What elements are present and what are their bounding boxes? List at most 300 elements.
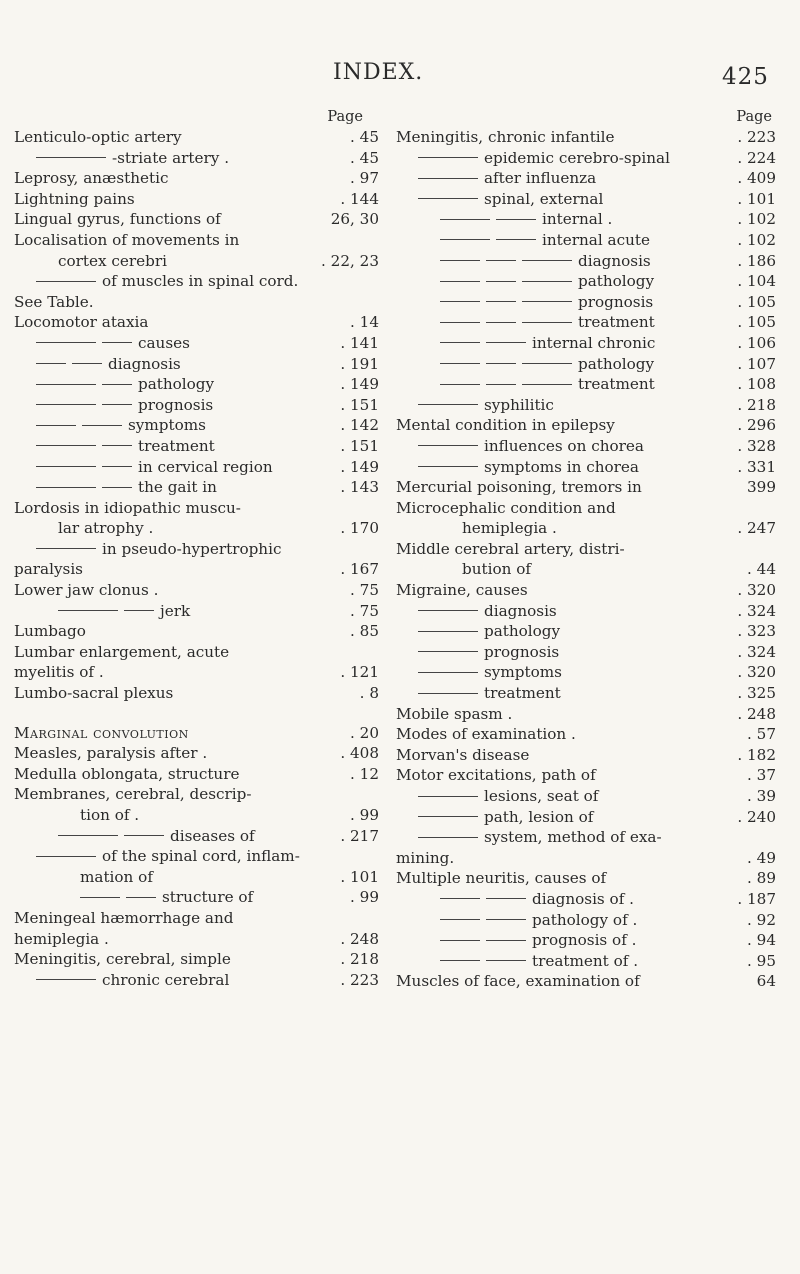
index-entry-term: symptoms	[128, 416, 206, 435]
index-entry	[396, 168, 776, 189]
page-title: INDEX.	[333, 60, 424, 85]
index-entry-term: Marginal convolution	[14, 723, 189, 742]
index-entry	[396, 518, 776, 539]
index-entry-page: . 149	[340, 457, 379, 476]
index-entry-page: . 223	[340, 970, 379, 989]
index-entry-page: . 99	[350, 888, 379, 907]
index-entry-page: . 85	[350, 622, 379, 641]
index-entry	[14, 498, 379, 519]
index-entry-term: Microcephalic condition and	[396, 498, 616, 517]
ditto-dash	[522, 384, 572, 385]
ditto-dash	[522, 260, 572, 261]
index-entry-page: . 325	[737, 684, 776, 703]
index-entry-term: system, method of exa-	[484, 828, 662, 847]
ditto-dash	[124, 835, 164, 836]
index-entry	[396, 477, 776, 498]
index-entry	[396, 971, 776, 992]
index-entry-page: . 108	[737, 375, 776, 394]
index-entry-term: Meningitis, chronic infantile	[396, 128, 615, 146]
index-entry	[396, 930, 776, 951]
index-entry	[14, 704, 379, 723]
index-entry-page: . 324	[737, 601, 776, 620]
index-entry	[396, 415, 776, 436]
index-entry	[396, 230, 776, 251]
index-entry-page: . 12	[350, 764, 379, 783]
index-entry-term: treatment	[484, 684, 561, 703]
index-entry-term: symptoms in chorea	[484, 457, 639, 476]
index-entry-page: . 14	[350, 313, 379, 332]
index-entry	[396, 889, 776, 910]
index-entry-page: . 320	[737, 663, 776, 682]
index-entry-term: in pseudo-hypertrophic	[102, 539, 282, 558]
index-entry	[396, 189, 776, 210]
index-entry-page: . 104	[737, 272, 776, 291]
index-entry-term: diagnosis	[484, 601, 557, 620]
ditto-dash	[36, 404, 96, 405]
ditto-dash	[440, 960, 480, 961]
index-entry-page: . 247	[737, 519, 776, 538]
index-entry	[396, 827, 776, 848]
index-entry-page: . 8	[359, 684, 379, 703]
index-entry	[14, 929, 379, 950]
index-entry-term: diseases of	[170, 826, 255, 845]
index-entry	[14, 230, 379, 251]
index-entry-page: . 95	[747, 951, 776, 970]
index-entry-page: . 409	[737, 169, 776, 188]
index-entry	[14, 642, 379, 663]
index-entry	[14, 395, 379, 416]
index-entry-page: . 105	[737, 292, 776, 311]
ditto-dash	[440, 301, 480, 302]
ditto-dash	[418, 651, 478, 652]
index-entry-term: Lumbar enlargement, acute	[14, 642, 230, 661]
index-entry-page: . 99	[350, 806, 379, 824]
index-entry-term: mining.	[396, 848, 455, 867]
index-entry	[14, 457, 379, 478]
ditto-dash	[418, 445, 478, 446]
index-entry	[396, 765, 776, 786]
index-entry-page: . 97	[350, 169, 379, 188]
index-entry-page: . 141	[340, 333, 379, 352]
index-entry-term: pathology	[578, 354, 655, 373]
index-entry	[14, 312, 379, 333]
index-entry	[14, 354, 379, 375]
ditto-dash	[486, 322, 516, 323]
index-entry-page: . 102	[737, 210, 776, 229]
ditto-dash	[102, 466, 132, 467]
index-entry-term: symptoms	[484, 663, 562, 682]
index-entry	[396, 580, 776, 601]
ditto-dash	[36, 363, 66, 364]
ditto-dash	[486, 363, 516, 364]
ditto-dash	[102, 384, 132, 385]
index-entry-page: . 240	[737, 807, 776, 826]
index-entry	[14, 784, 379, 805]
ditto-dash	[58, 610, 118, 611]
index-entry-term: Localisation of movements in	[14, 230, 240, 249]
ditto-dash	[102, 487, 132, 488]
ditto-dash	[418, 631, 478, 632]
index-entry	[14, 559, 379, 580]
index-entry	[396, 292, 776, 313]
index-entry-page: . 142	[340, 416, 379, 435]
index-entry	[396, 807, 776, 828]
index-entry-page: . 102	[737, 230, 776, 249]
index-entry-term: epidemic cerebro-spinal	[484, 148, 670, 167]
index-entry	[396, 601, 776, 622]
index-entry	[396, 127, 776, 148]
index-entry-page: 399	[747, 478, 776, 497]
index-entry-term: pathology	[138, 375, 215, 394]
index-entry-page: . 151	[340, 436, 379, 455]
index-entry	[396, 251, 776, 272]
ditto-dash	[36, 425, 76, 426]
ditto-dash	[486, 898, 526, 899]
ditto-dash	[72, 363, 102, 364]
index-entry-page: . 191	[340, 354, 379, 373]
ditto-dash	[486, 281, 516, 282]
index-entry-term: Medulla oblongata, structure	[14, 764, 240, 783]
index-entry	[14, 723, 379, 744]
index-entry-page: . 107	[737, 354, 776, 373]
ditto-dash	[486, 301, 516, 302]
index-column-right	[396, 108, 776, 992]
index-entry	[396, 436, 776, 457]
index-entry	[14, 805, 379, 826]
index-entry-term: paralysis	[14, 560, 83, 579]
index-entry-term: prognosis	[484, 642, 560, 661]
column-page-label: Page	[327, 109, 363, 125]
index-entry-page: . 39	[747, 787, 776, 805]
index-entry	[14, 743, 379, 764]
index-entry-term: Lingual gyrus, functions of	[14, 210, 221, 229]
ditto-dash	[440, 219, 490, 220]
index-entry-term: path, lesion of	[484, 807, 594, 826]
index-entry-page: . 101	[737, 189, 776, 208]
ditto-dash	[80, 897, 120, 898]
index-entry	[396, 559, 776, 580]
ditto-dash	[36, 856, 96, 857]
index-entry	[14, 970, 379, 991]
ditto-dash	[496, 219, 536, 220]
index-entry-page: . 105	[737, 313, 776, 332]
index-entry-term: Meningitis, cerebral, simple	[14, 950, 231, 969]
index-entry	[14, 477, 379, 498]
index-entry-term: after influenza	[484, 169, 597, 188]
index-entry-term: Middle cerebral artery, distri-	[396, 539, 625, 558]
index-entry-term: mation of	[80, 867, 153, 886]
index-entry-term: of muscles in spinal cord.	[102, 272, 299, 291]
index-entry-page: . 151	[340, 395, 379, 414]
index-entry-term: treatment	[578, 313, 655, 332]
index-entry	[14, 168, 379, 189]
index-entry-page: . 408	[340, 744, 379, 763]
index-entry	[396, 642, 776, 663]
ditto-dash	[36, 487, 96, 488]
index-entry-term: jerk	[160, 601, 191, 620]
index-entry-term: prognosis	[578, 292, 654, 311]
index-entry-term: See Table.	[14, 292, 94, 311]
ditto-dash	[102, 404, 132, 405]
column-page-label: Page	[736, 109, 772, 125]
index-entry	[396, 683, 776, 704]
index-entry-term: pathology	[484, 622, 561, 641]
index-entry	[14, 251, 379, 272]
ditto-dash	[486, 342, 526, 343]
index-entry-term: treatment of .	[532, 951, 639, 970]
index-entry-page: . 20	[350, 723, 379, 742]
index-entry-page: . 187	[737, 889, 776, 908]
index-entry	[396, 498, 776, 519]
index-entry	[14, 908, 379, 929]
index-entry	[396, 333, 776, 354]
ditto-dash	[418, 816, 478, 817]
index-entry	[14, 271, 379, 292]
ditto-dash	[58, 835, 118, 836]
index-entry-page: . 37	[747, 766, 776, 785]
ditto-dash	[82, 425, 122, 426]
index-entry	[14, 621, 379, 642]
index-entry-term: diagnosis of .	[532, 889, 634, 908]
index-entry-term: lesions, seat of	[484, 787, 599, 805]
index-entry-page: . 248	[737, 704, 776, 723]
index-entry	[396, 951, 776, 972]
index-entry-page: . 144	[340, 189, 379, 208]
index-entry-term: Migraine, causes	[396, 581, 528, 600]
index-entry-term: of the spinal cord, inflam-	[102, 847, 300, 866]
index-entry-term: Meningeal hæmorrhage and	[14, 908, 234, 927]
index-entry-page: . 331	[737, 457, 776, 476]
index-entry-page: . 324	[737, 642, 776, 661]
ditto-dash	[418, 837, 478, 838]
index-entry	[396, 354, 776, 375]
index-entry-term: influences on chorea	[484, 436, 644, 455]
index-entry-term: Multiple neuritis, causes of	[396, 869, 607, 888]
ditto-dash	[418, 466, 478, 467]
index-entry	[14, 662, 379, 683]
ditto-dash	[418, 157, 478, 158]
index-entry	[14, 436, 379, 457]
index-entry-page: . 57	[747, 725, 776, 744]
ditto-dash	[486, 940, 526, 941]
ditto-dash	[418, 610, 478, 611]
index-entry-page: . 143	[340, 478, 379, 497]
ditto-dash	[486, 384, 516, 385]
index-entry	[14, 209, 379, 230]
index-entry	[396, 539, 776, 560]
index-entry-term: hemiplegia .	[14, 929, 109, 948]
index-entry-term: treatment	[578, 375, 655, 394]
ditto-dash	[36, 548, 96, 549]
index-entry-term: spinal, external	[484, 189, 604, 208]
index-entry-term: hemiplegia .	[462, 519, 557, 538]
index-entry-page: . 49	[747, 848, 776, 867]
index-entry-term: chronic cerebral	[102, 970, 230, 989]
ditto-dash	[36, 445, 96, 446]
index-entry-term: causes	[138, 333, 190, 352]
index-entry-page: . 248	[340, 929, 379, 948]
ditto-dash	[418, 178, 478, 179]
index-entry-page: . 45	[350, 148, 379, 167]
index-entry	[14, 949, 379, 970]
index-entry	[396, 868, 776, 889]
index-entry	[396, 745, 776, 766]
ditto-dash	[440, 363, 480, 364]
index-entry-term: the gait in	[138, 478, 217, 497]
index-entry-page: . 121	[340, 663, 379, 682]
ditto-dash	[486, 260, 516, 261]
ditto-dash	[126, 897, 156, 898]
index-entry-page: . 101	[340, 867, 379, 886]
index-entry-page: . 217	[340, 826, 379, 845]
index-entry	[396, 848, 776, 869]
ditto-dash	[440, 919, 480, 920]
index-entry-term: -striate artery .	[112, 148, 230, 167]
index-entry	[14, 415, 379, 436]
index-entry	[396, 271, 776, 292]
index-entry-term: diagnosis	[578, 251, 651, 270]
index-entry-term: Lumbago	[14, 622, 86, 641]
index-entry-page: . 89	[747, 869, 776, 888]
ditto-dash	[36, 466, 96, 467]
ditto-dash	[440, 940, 480, 941]
ditto-dash	[418, 198, 478, 199]
index-entry-term: Lenticulo-optic artery	[14, 128, 182, 146]
ditto-dash	[440, 342, 480, 343]
index-entry-term: treatment	[138, 436, 215, 455]
index-entry-term: prognosis	[138, 395, 214, 414]
index-entry-term: Lumbo-sacral plexus	[14, 684, 174, 703]
index-entry	[14, 518, 379, 539]
index-entry-term: prognosis of .	[532, 931, 637, 950]
index-entry-term: Motor excitations, path of	[396, 766, 596, 785]
index-entry	[14, 148, 379, 169]
ditto-dash	[522, 301, 572, 302]
index-entry	[14, 887, 379, 908]
index-column-left	[14, 108, 379, 990]
index-entry	[396, 786, 776, 807]
ditto-dash	[440, 322, 480, 323]
index-entry	[396, 457, 776, 478]
index-entry-term: myelitis of .	[14, 663, 104, 682]
ditto-dash	[522, 363, 572, 364]
index-entry-term: pathology of .	[532, 910, 638, 929]
ditto-dash	[36, 384, 96, 385]
index-entry	[14, 846, 379, 867]
index-entry-term: internal chronic	[532, 333, 656, 352]
index-entry-page: . 328	[737, 436, 776, 455]
ditto-dash	[124, 610, 154, 611]
index-entry	[14, 127, 379, 148]
ditto-dash	[36, 281, 96, 282]
index-entry	[396, 148, 776, 169]
ditto-dash	[486, 960, 526, 961]
ditto-dash	[418, 672, 478, 673]
index-entry-term: Leprosy, anæsthetic	[14, 169, 169, 188]
index-entry-term: tion of .	[80, 806, 140, 824]
index-entry-term: cortex cerebri	[58, 251, 167, 270]
index-entry-page: . 218	[737, 395, 776, 414]
index-entry-term: Morvan's disease	[396, 745, 530, 764]
index-entry-term: Lordosis in idiopathic muscu-	[14, 498, 241, 517]
index-entry-term: Mental condition in epilepsy	[396, 416, 615, 435]
index-entry	[14, 374, 379, 395]
index-entry-page: 26, 30	[330, 210, 379, 229]
index-entry-term: Modes of examination .	[396, 725, 576, 744]
index-entry-page: . 167	[340, 560, 379, 579]
index-entry-page: . 296	[737, 416, 776, 435]
index-entry-term: internal acute	[542, 230, 650, 249]
ditto-dash	[496, 239, 536, 240]
index-entry	[14, 333, 379, 354]
index-entries-left	[14, 127, 379, 990]
ditto-dash	[522, 322, 572, 323]
index-entry-term: Measles, paralysis after .	[14, 744, 208, 763]
index-entry	[396, 910, 776, 931]
ditto-dash	[102, 342, 132, 343]
index-entry-page: . 75	[350, 601, 379, 620]
index-entry-term: Mobile spasm .	[396, 704, 513, 723]
index-entry-page: . 170	[340, 519, 379, 538]
index-entry-term: Lightning pains	[14, 189, 135, 208]
index-entry-page: . 44	[747, 560, 776, 579]
index-entry	[396, 395, 776, 416]
index-entry-page: . 149	[340, 375, 379, 394]
index-entry	[14, 826, 379, 847]
index-entry	[14, 867, 379, 888]
index-entry-term: in cervical region	[138, 457, 273, 476]
ditto-dash	[418, 404, 478, 405]
ditto-dash	[36, 157, 106, 158]
index-entry-page: . 45	[350, 128, 379, 146]
index-entry-page: . 223	[737, 128, 776, 146]
index-entry-term: structure of	[162, 888, 254, 907]
index-entry	[14, 292, 379, 313]
index-entry-term: Muscles of face, examination of	[396, 972, 640, 991]
index-entry-term: bution of	[462, 560, 531, 579]
index-entry-page: . 22, 23	[321, 251, 379, 270]
index-entry	[396, 724, 776, 745]
ditto-dash	[440, 239, 490, 240]
index-entry-term: Membranes, cerebral, descrip-	[14, 785, 252, 804]
page-number: 425	[722, 64, 769, 90]
index-entry	[14, 539, 379, 560]
ditto-dash	[36, 979, 96, 980]
index-entry	[396, 621, 776, 642]
ditto-dash	[440, 260, 480, 261]
index-entry-page: . 75	[350, 581, 379, 600]
index-entry-page: 64	[756, 972, 776, 991]
index-entry-page: . 224	[737, 148, 776, 167]
index-entry	[396, 704, 776, 725]
ditto-dash	[486, 919, 526, 920]
index-entry-page: . 186	[737, 251, 776, 270]
index-entry	[14, 764, 379, 785]
index-entry-term: Lower jaw clonus .	[14, 581, 159, 600]
index-entry-term: lar atrophy .	[58, 519, 154, 538]
index-entry-term: Mercurial poisoning, tremors in	[396, 478, 642, 497]
ditto-dash	[440, 898, 480, 899]
index-entry-term: syphilitic	[484, 395, 554, 414]
ditto-dash	[418, 796, 478, 797]
ditto-dash	[440, 281, 480, 282]
ditto-dash	[440, 384, 480, 385]
index-entry	[14, 683, 379, 704]
index-entry-page: . 218	[340, 950, 379, 969]
ditto-dash	[418, 693, 478, 694]
index-entry-term: internal .	[542, 210, 613, 229]
index-entry	[14, 580, 379, 601]
